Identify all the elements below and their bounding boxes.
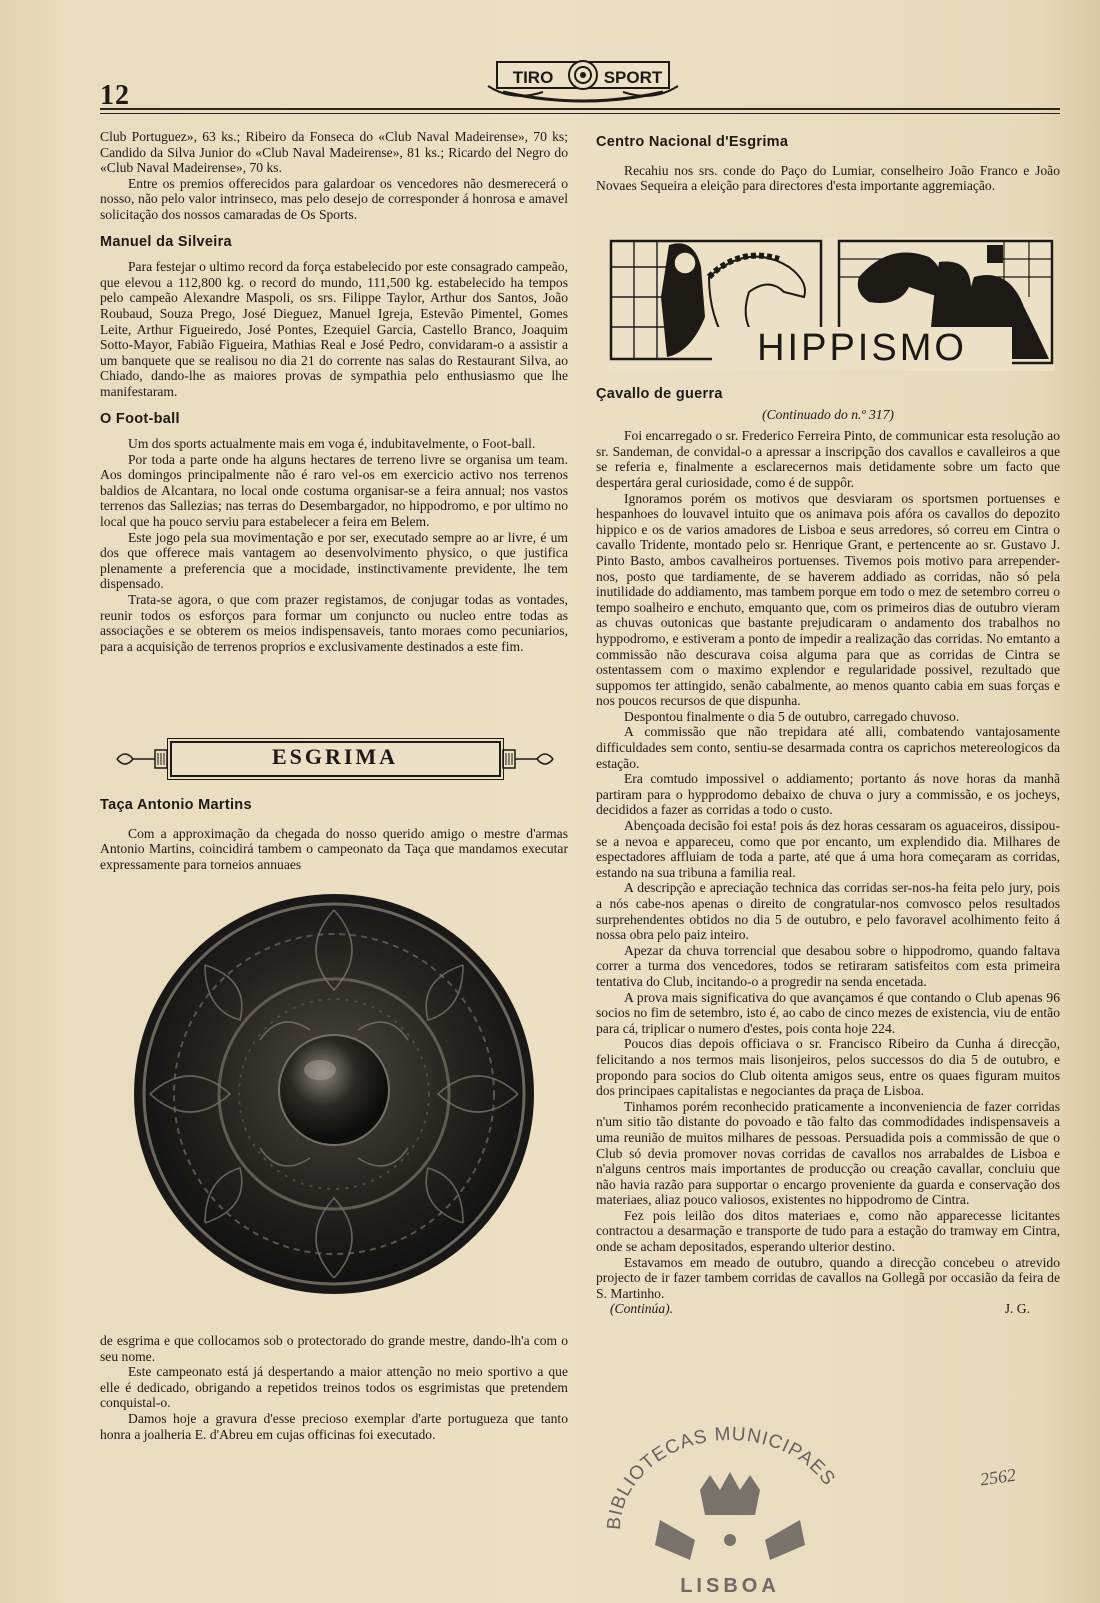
taca-paragraph: de esgrima e que collocamos sob o protectorado do grande mestre, dando-lh'a com o seu nome. bbox=[100, 1333, 568, 1364]
handwritten-number: 2562 bbox=[978, 1464, 1018, 1490]
centro-paragraph: Recahiu nos srs. conde do Paço do Lumiar, conselheiro João Franco e João Novaes Sequeira a eleição para directores d'esta importante aggremiação. bbox=[596, 162, 1060, 194]
taca-paragraph: Com a approximação da chegada do nosso querido amigo o mestre d'armas Antonio Martins, coincidirá tambem o campeonato da Taça que mandamos executar expressamente para torneios annuaes bbox=[100, 825, 568, 872]
hippismo-illustration bbox=[609, 237, 1054, 371]
intro-paragraph: Club Portuguez», 63 ks.; Ribeiro da Fonseca do «Club Naval Madeirense», 70 ks; Candido da Silva Junior do «Club Naval Madeirense», 81 ks.; Ricardo del Negro do «Club Naval Madeirense», 70 ks. bbox=[100, 129, 568, 176]
cavallo-paragraph: Abençoada decisão foi esta! pois ás dez horas cessaram os aguaceiros, dissipou-se a nevoa e appareceu, como que por encanto, um explendido dia. Milhares de espectadores affluiam de toda a parte, até que á uma hora começaram as corridas, estando na sua tribuna a familia real. bbox=[596, 818, 1060, 880]
taca-paragraph: Damos hoje a gravura d'esse precioso exemplar d'arte portugueza que tanto honra a joalheria E. d'Abreu em cujas officinas foi executado. bbox=[100, 1410, 568, 1442]
taca-paragraph: Este campeonato está já despertando a maior attenção no meio sportivo a que elle é dedicado, obrigando a repetidos treinos todos os esgrimistas que pretendem conquistal-o. bbox=[100, 1364, 568, 1411]
author-initials: J. G. bbox=[1004, 1301, 1030, 1317]
taca-plate-engraving bbox=[130, 890, 538, 1298]
svg-text:SPORT: SPORT bbox=[603, 68, 663, 87]
centro-section bbox=[596, 135, 1060, 194]
page-number: 12 bbox=[100, 80, 130, 111]
stamp-text: BIBLIOTECAS MUNICIPAES bbox=[603, 1423, 840, 1531]
cavallo-paragraph: A descripção e apreciação technica das corridas ser-nos-ha feita pelo jury, pois a nós cabe-nos apenas o direito de congratular-nos comvosco pelos resultados surprehendentes obtidos no dia 5 de outubro, e pelo favoravel acolhimento feito á nossa obra pelo paiz inteiro. bbox=[596, 880, 1060, 943]
intro-paragraph: Entre os premios offerecidos para galardoar os vencedores não desmerecerá o nosso, não pelo valor intrinseco, mas pelo desejo de corresponder á honrosa e amavel solicitação dos nossos camaradas de Os Sports. bbox=[100, 175, 568, 222]
svg-text:TIRO: TIRO bbox=[512, 68, 554, 87]
cavallo-paragraph: Era comtudo impossivel o addiamento; portanto ás nove horas da manhã partiram para o hypprodomo debaixo de chuva o jury a commissão, e os jocheys, decididos a fazer as corridas a todo o custo. bbox=[596, 771, 1060, 818]
hippismo-title: HIPPISMO bbox=[757, 327, 967, 369]
football-paragraph: Este jogo pela sua movimentação e por ser, executado sempre ao ar livre, é um dos que offerece mais vantagem ao desenvolvimento physico, o que justifica plenamente a preferencia que a mocidade, instinctivamente previdente, lhe tem dispensado. bbox=[100, 529, 568, 592]
continued-note: (Continuado do n.º 317) bbox=[762, 406, 894, 422]
cavallo-section bbox=[596, 387, 1060, 1317]
silveira-paragraph: Para festejar o ultimo record da força estabelecido por este consagrado campeão, que elevou a 112,800 kg. o record do mundo, 111,500 kg. estabelecido ha tempos pelo campeão Alexandre Maspoli, os srs. Filippe Taylor, Arthur dos Santos, João Roubaud, Souza Prego, José Dieguez, Manuel Igreja, Estevão Pimentel, Gomes Leite, Arthur Figueiredo, José Pontes, Ezequiel Garcia, Castello Branco, Joaquim Sotto-Mayor, Fabião Figueira, Mathias Real e José Pedro, convidaram-o a assistir a um banquete que se realisou no dia 21 do corrente nas salas do Restaurant Silva, ao Chiado, dando-lhe as maiores provas de sympathia pelo enthusiasmo que lhe manifestaram. bbox=[100, 259, 568, 399]
signature-line bbox=[596, 1301, 1060, 1317]
cavallo-paragraph: Poucos dias depois officiava o sr. Francisco Ribeiro da Cunha á direcção, felicitando a nos termos mais lisonjeiros, pelos successos do dia 5 de outubro, e propondo para socios do Club oitenta amigos seus, entre os quaes figuram muitos dos principaes capitalistas e negociantes da praça de Lisboa. bbox=[596, 1036, 1060, 1099]
library-stamp bbox=[600, 1420, 860, 1600]
header-rule bbox=[100, 108, 1060, 110]
cavallo-paragraph: Apezar da chuva torrencial que desabou sobre o hippodromo, quando faltava correr a turma dos vencedores, todos se retiraram satisfeitos com esta primeira tentativa do Club, incitando-o a progredir na senda encetada. bbox=[596, 942, 1060, 989]
centro-heading: Centro Nacional d'Esgrima bbox=[596, 134, 789, 150]
esgrima-banner bbox=[115, 741, 555, 777]
taca-continued bbox=[100, 1333, 568, 1442]
right-flourish-icon bbox=[500, 745, 555, 773]
stamp-city: LISBOA bbox=[680, 1575, 780, 1597]
taca-section bbox=[100, 798, 568, 872]
esgrima-title: ESGRIMA bbox=[271, 744, 399, 769]
cavallo-paragraph: Tinhamos porém reconhecido praticamente a inconveniencia de fazer corridas n'um sitio tão distante do povoado e tão falto das commodidades indispensaveis a uma reunião de muitos milhares de pessoas. Persuadida pois a commissão de que o Club só devia promover novas corridas de cavallos nos arrabaldes de Lisboa e n'alguns centros mais importantes de producção ou creação cavallar, concluiu que não havia razão para supportar o encargo proveniente da guarda e conservação dos materiaes, aliaz pouco valiosos, existentes no hippodromo de Cintra. bbox=[596, 1098, 1060, 1208]
cavallo-paragraph: Fez pois leilão dos ditos materiaes e, como não apparecesse licitantes contractou a desarmação e transporte de tudo para a estação do tramway em Cintra, onde se acham depositados, esperando ulterior destino. bbox=[596, 1207, 1060, 1255]
cavallo-paragraph: Estavamos em meado de outubro, quando a direcção concebeu o atrevido projecto de ir fazer tambem corridas de cavallos na Gollegã por occasião da feira de S. Martinho. bbox=[596, 1254, 1060, 1301]
cavallo-paragraph: A commissão que não trepidara até alli, combatendo vantajosamente difficuldades sem conto, sentiu-se desarmada contra os caprichos metereologicos da estação. bbox=[596, 724, 1060, 771]
football-heading: O Foot-ball bbox=[100, 410, 180, 427]
football-paragraph: Por toda a parte onde ha alguns hectares de terreno livre se organisa um team. Aos domingos principalmente não é raro vel-os em exercicio activo nos terrenos baldios de Alcantara, no local onde costuma organisar-se a feira annual; nos vastos terrenos das Sallezias; nas terras do Desembargador, no hippodromo, e por ultimo no local que ha pouco serviu para estabelecer a feira em Belem. bbox=[100, 451, 568, 530]
silveira-heading: Manuel da Silveira bbox=[100, 233, 232, 250]
cavallo-paragraph: Despontou finalmente o dia 5 de outubro, carregado chuvoso. bbox=[624, 708, 960, 724]
left-column-top bbox=[100, 129, 568, 654]
cavallo-heading: Çavallo de guerra bbox=[596, 386, 723, 402]
continua-note: (Continúa). bbox=[610, 1301, 674, 1317]
header-rule-thin bbox=[100, 113, 1060, 114]
masthead-logo bbox=[483, 54, 683, 104]
cavallo-paragraph: Foi encarregado o sr. Frederico Ferreira Pinto, de communicar esta resolução ao sr. Sandeman, de convidal-o a apressar a inscripção dos cavallos e cavalleiros a que se referia e, finalmente a esclarecernos mais detidamente sobre um facto que despertára geral curiosidade, como é de suppôr. bbox=[596, 428, 1060, 490]
football-paragraph: Trata-se agora, o que com prazer registamos, de conjugar todas as vontades, reunir todos os esforços para formar um conjuncto ou nucleo entre todas as associações e se obterem os meios indispensaveis, tanto moraes como pecuniarios, para a acquisição de terrenos proprios e exclusivamente destinados a este fim. bbox=[100, 592, 568, 654]
taca-heading: Taça Antonio Martins bbox=[100, 797, 252, 813]
cavallo-paragraph: Ignoramos porém os motivos que desviaram os sportsmen portuenses e hespanhoes do louvavel intuito que os animava pois afóra os cavallos do depozito hippico e os de varios amadores de Lisboa e seus arredores, só correu em Cintra o cavallo Tridente, montado pelo sr. Henrique Grant, e pertencente ao sr. Gustavo J. Pinto Basto, ambos cavalheiros portuenses. Tivemos pois motivo para arrepender-nos, posto que tardiamente, de se haverem addiado as corridas, não só pela inutilidade do addiamento, mas tambem porque em todo o mez de setembro correu o tempo soalheiro e enchuto, emquanto que, com os primeiros dias de outubro vieram as chuvas outonicas que bastante prejudicaram o andamento dos trabalhos no hyppodromo, e estiveram a ponto de impedir a realização das corridas. No emtanto a commissão não descurava coisa alguma para que as corridas de Cintra se ostentassem com o maximo explendor e regularidade possivel, rezultado que suppomos ter attingido, senão cabalmente, ao menos quanto cabia em suas forças e nos poucos recursos de que dispunha. bbox=[596, 490, 1060, 709]
football-paragraph: Um dos sports actualmente mais em voga é, indubitavelmente, o Foot-ball. bbox=[128, 436, 536, 452]
cavallo-paragraph: A prova mais significativa do que avançamos é que contando o Club apenas 96 socios no fim de setembro, isto é, ao cabo de cinco mezes de existencia, viu de então para cá, triplicar o numero d'estes, pois conta hoje 224. bbox=[596, 989, 1060, 1036]
